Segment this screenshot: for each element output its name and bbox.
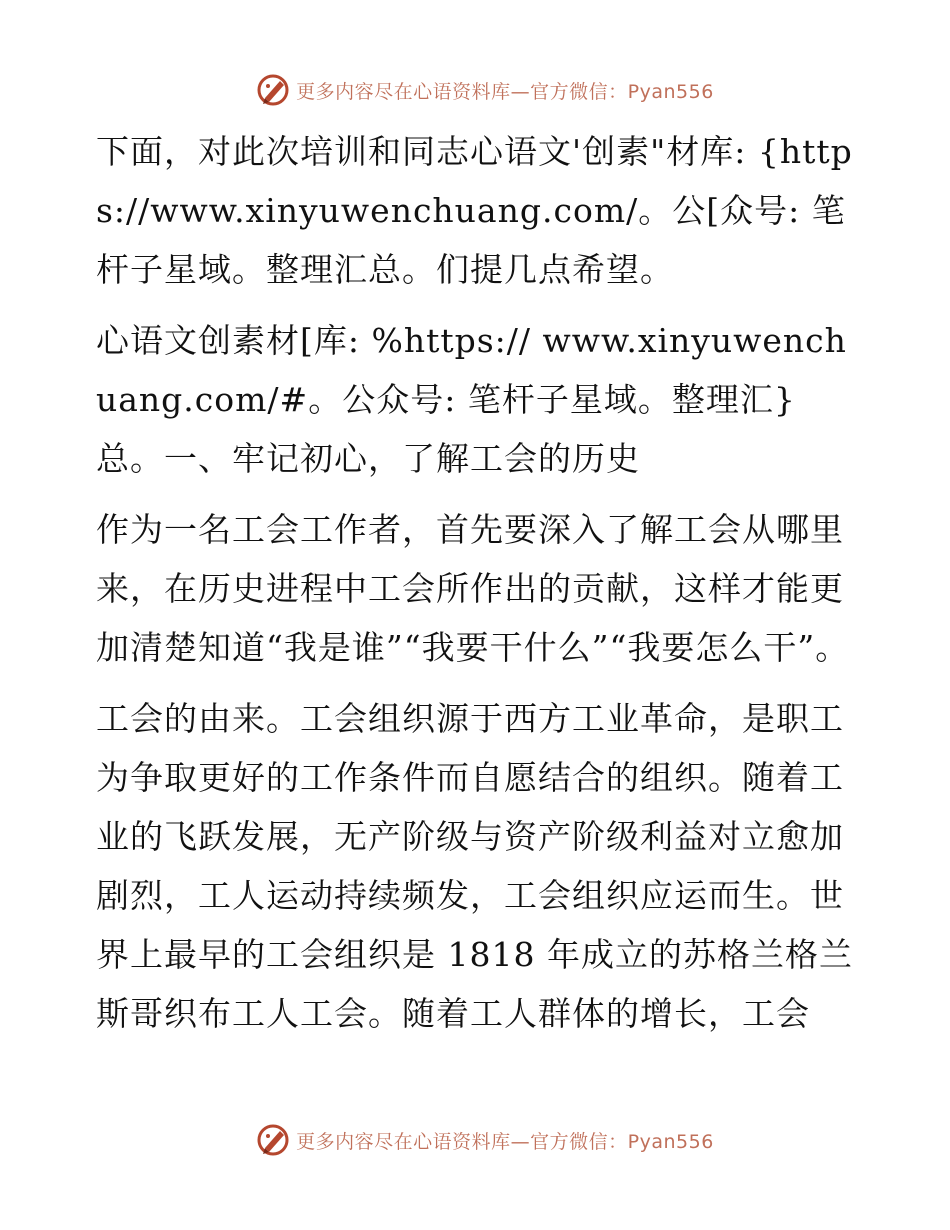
header-banner-inner (256, 73, 714, 107)
header-banner-text: 更多内容尽在心语资料库—官方微信：Pyan556 (296, 80, 714, 103)
pen-logo-icon (256, 1123, 290, 1157)
footer-banner (0, 1120, 950, 1160)
footer-banner-text: 更多内容尽在心语资料库—官方微信：Pyan556 (296, 1130, 714, 1153)
paragraph-4: 工会的由来。工会组织源于西方工业革命，是职工为争取更好的工作条件而自愿结合的组织。随着工业的飞跃发展，无产阶级与资产阶级利益对立愈加剧烈，工人运动持续频发，工会组织应运而生。世界上最早的工会组织是 1818 年成立的苏格兰格兰斯哥织布工人工会。随着工人群体的增长，工会 (96, 699, 853, 1033)
paragraph-1: 下面，对此次培训和同志心语文'创素"材库: {https://www.xinyuwenchuang.com/。公[众号: 笔杆子星域。整理汇总。们提几点希望。 (96, 132, 853, 289)
document-body (96, 122, 856, 1055)
pen-logo-icon (256, 73, 290, 107)
paragraph-2: 心语文创素材[库: %https:// www.xinyuwenchuang.com/#。公众号: 笔杆子星域。整理汇}总。一、牢记初心，了解工会的历史 (96, 321, 847, 478)
header-banner (0, 70, 950, 110)
paragraph-3: 作为一名工会工作者，首先要深入了解工会从哪里来，在历史进程中工会所作出的贡献，这样才能更加清楚知道“我是谁”“我要干什么”“我要怎么干”。 (96, 510, 850, 667)
footer-banner-inner (256, 1123, 714, 1157)
